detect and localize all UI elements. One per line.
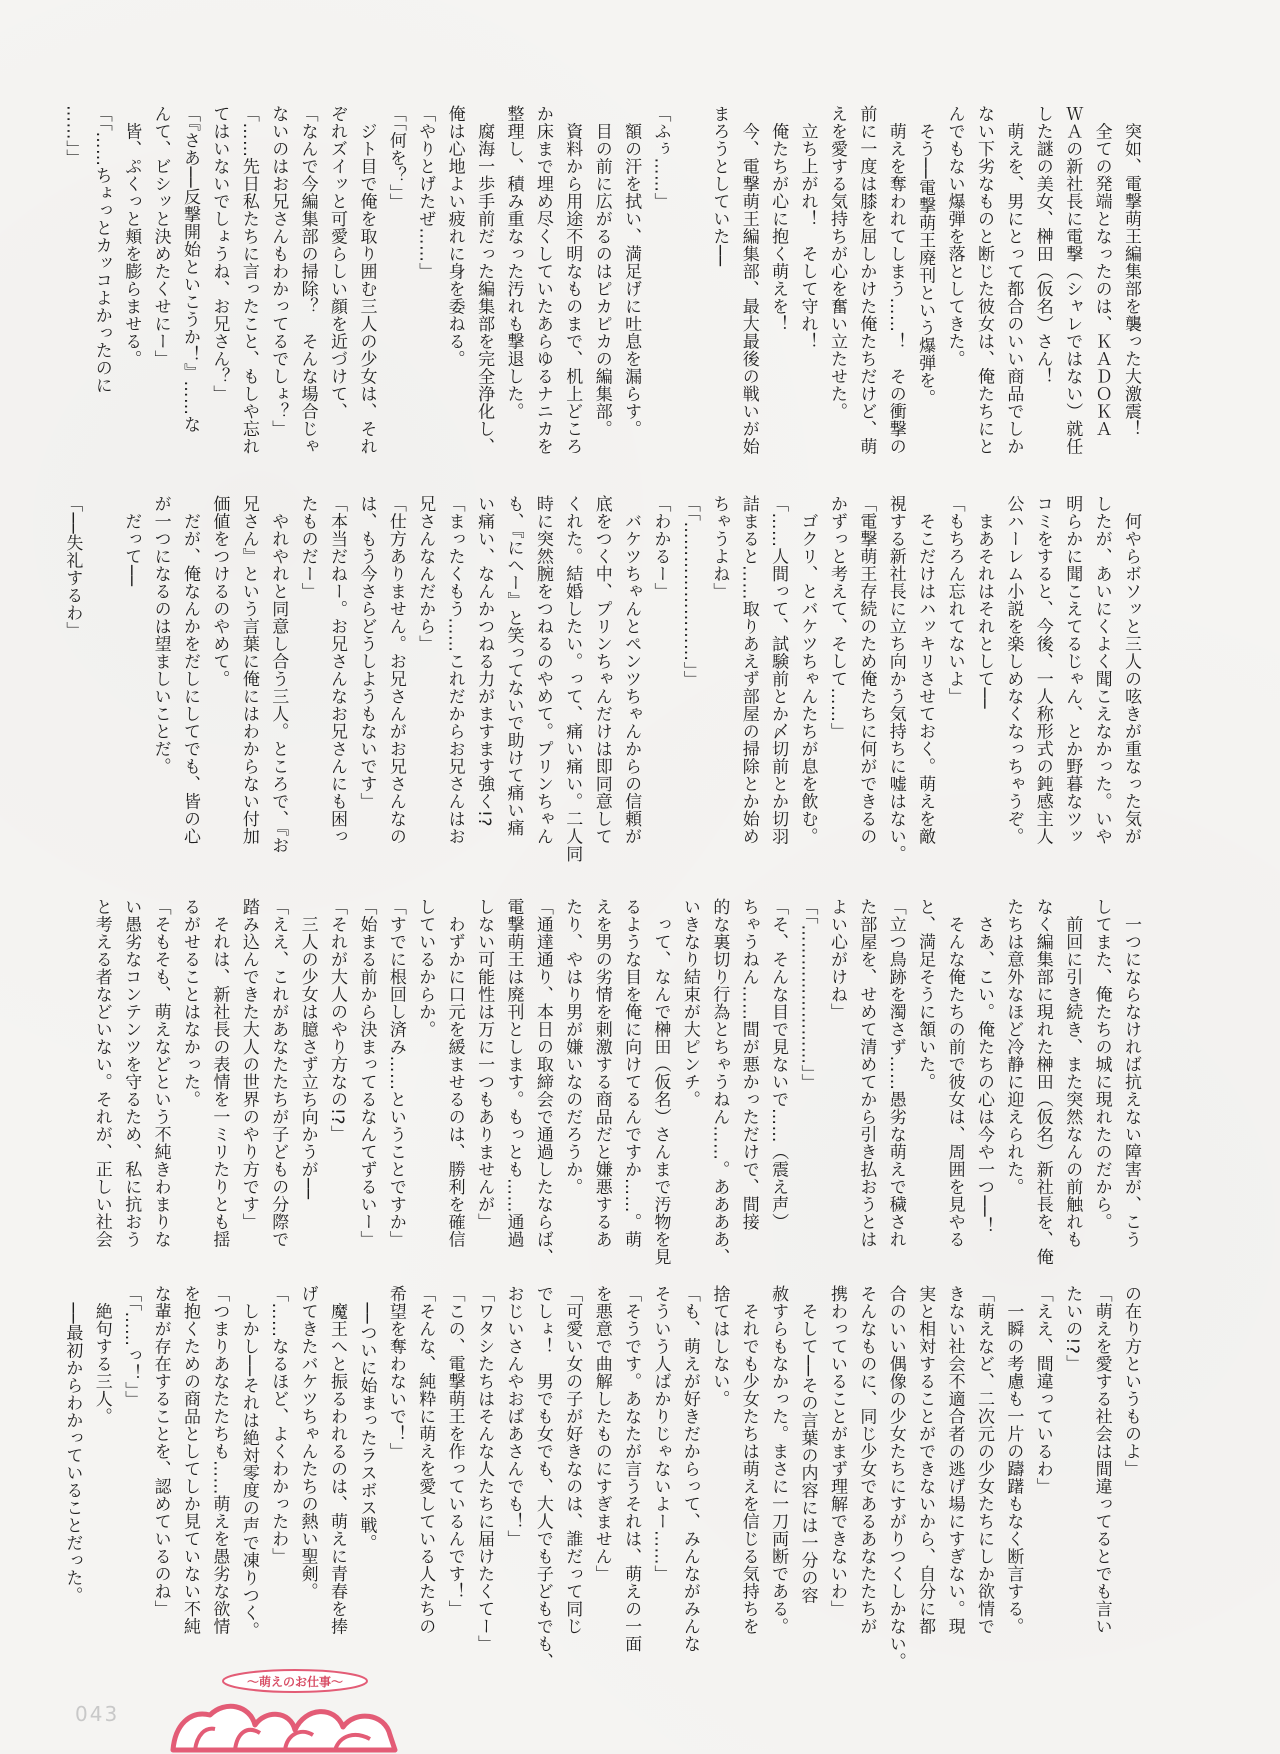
paragraph: 携わっていることがまず理解できないわ」 xyxy=(826,1285,847,1618)
paragraph: たり、やはり男が嫌いなのだろうか。 xyxy=(562,898,583,1196)
paragraph: 「そんな、純粋に萌えを愛している人たちの xyxy=(415,1285,436,1635)
paragraph: か床まで埋め尽くしていたあらゆるナニカを xyxy=(532,105,553,455)
paragraph: 萌えを奪われてしまう……！ その衝撃の xyxy=(885,105,906,455)
paragraph: 「仕方ありません。お兄さんがお兄さんなの xyxy=(385,495,406,845)
paragraph: 「電撃萌王存続のため俺たちに何ができるの xyxy=(856,495,877,845)
paragraph: んでもない爆弾を落としてきた。 xyxy=(944,105,965,368)
paragraph: 資料から用途不明なものまで、机上どころ xyxy=(562,105,583,455)
paragraph: 希望を奪わないで！」 xyxy=(385,1285,406,1460)
paragraph: そんなものに、同じ少女であるあなたたちが xyxy=(856,1285,877,1635)
paragraph: バケツちゃんとペンツちゃんからの信頼が xyxy=(621,495,642,845)
paragraph: 今、電撃萌王編集部、最大最後の戦いが始 xyxy=(738,105,759,455)
paragraph: 「ふぅ……」 xyxy=(650,105,671,210)
paragraph: 兄さん』という言葉に俺にはわからない付加 xyxy=(238,495,259,845)
paragraph: 「そもそも、萌えなどという不純きわまりな xyxy=(150,898,171,1248)
paragraph: 捨てはしない。 xyxy=(709,1285,730,1408)
paragraph: 価値をつけるのやめて。 xyxy=(209,495,230,688)
paragraph: 兄さんなんだから」 xyxy=(415,495,436,653)
paragraph: 「もちろん忘れてないよ」 xyxy=(944,495,965,705)
paragraph: たものだー」 xyxy=(297,495,318,600)
paragraph: 一つにならなければ抗えない障害が、こう xyxy=(1121,898,1141,1248)
paragraph: なく編集部に現れた榊田（仮名）新社長を、俺 xyxy=(1032,898,1053,1266)
text-tier-1 xyxy=(62,105,1145,475)
paragraph: 俺は心地よい疲れに身を委ねる。 xyxy=(444,105,465,368)
paragraph: ──最初からわかっていることだった。 xyxy=(62,1285,83,1604)
paragraph: た部屋を、せめて清めてから引き払おうとは xyxy=(856,898,877,1248)
paragraph: な輩が存在することを、認めているのね」 xyxy=(150,1285,171,1618)
paragraph: 「ワタシたちはそんな人たちに届けたくてー」 xyxy=(474,1285,495,1653)
paragraph: おじいさんやおばあさんでも！」 xyxy=(503,1285,524,1548)
paragraph: てはいないでしょうね、お兄さん？」 xyxy=(209,105,230,403)
paragraph: が一つになるのは望ましいことだ。 xyxy=(150,495,171,775)
paragraph: 電撃萌王は廃刊とします。もっとも……通過 xyxy=(503,898,524,1248)
paragraph xyxy=(86,495,115,875)
paragraph: 踏み込んできた大人の世界のやり方です」 xyxy=(238,898,259,1231)
page-number: 043 xyxy=(75,1702,120,1726)
paragraph: 額の汗を拭い、満足げに吐息を漏らす。 xyxy=(621,105,642,438)
paragraph: 赦すらもなかった。まさに一刀両断である。 xyxy=(768,1285,789,1635)
paragraph: 「そうです。あなたが言うそれは、萌えの一面 xyxy=(621,1285,642,1653)
paragraph: ぞれズイッと可愛らしい顔を近づけて、 xyxy=(327,105,348,420)
paragraph: 「この、電撃萌王を作っているんです！」 xyxy=(444,1285,465,1618)
paragraph: したが、あいにくよく聞こえなかった。いや xyxy=(1091,495,1112,845)
paragraph: しているからか。 xyxy=(415,898,436,1038)
paragraph: 突如、電撃萌王編集部を襲った大激震！ xyxy=(1121,105,1141,438)
paragraph: 「ええ、間違っているわ」 xyxy=(1032,1285,1053,1495)
paragraph: 俺たちが心に抱く萌えを！ xyxy=(768,105,789,333)
paragraph: 「「……ちょっとカッコよかったのに xyxy=(91,105,112,394)
paragraph: 「そ、そんな目で見ないで……（震え声） xyxy=(768,898,789,1231)
paragraph: えを愛する気持ちが心を奮い立たせた。 xyxy=(826,105,847,420)
paragraph: そう──電撃萌王廃刊という爆弾を。 xyxy=(915,105,936,407)
paragraph: 「……なるほど、よくわかったわ」 xyxy=(268,1285,289,1565)
paragraph: やれやれと同意し合う三人。ところで、『お xyxy=(268,495,289,854)
paragraph: それは、新社長の表情を一ミリたりとも揺 xyxy=(209,898,230,1248)
paragraph: 絶句する三人。 xyxy=(91,1285,112,1425)
paragraph: 「なんで今編集部の掃除？ そんな場合じゃ xyxy=(297,105,318,455)
paragraph xyxy=(675,105,704,475)
paragraph: 「『さあ──反撃開始といこうか！』……な xyxy=(180,105,200,433)
paragraph: ゴクリ、とバケツちゃんたちが息を飲む。 xyxy=(797,495,818,845)
paragraph: 「やりとげたぜ……」 xyxy=(415,105,436,280)
paragraph: 皆、ぷくっと頬を膨らませる。 xyxy=(121,105,142,368)
paragraph: 明らかに聞こえてるじゃん、とか野暮なツッ xyxy=(1062,495,1083,845)
paragraph: の在り方というものよ」 xyxy=(1121,1285,1141,1478)
paragraph: 「「……………………」」 xyxy=(679,495,700,688)
paragraph: るがせることはなかった。 xyxy=(180,898,200,1108)
paragraph: を悪意で曲解したものにすぎません」 xyxy=(591,1285,612,1583)
paragraph: 「通達通り、本日の取締会で通過したならば、 xyxy=(532,898,553,1266)
paragraph: 「「……っ！」」 xyxy=(121,1285,142,1408)
paragraph: たいの!?」 xyxy=(1062,1285,1083,1372)
paragraph: 視する新社長に立ち向かう気持ちに嘘はない。 xyxy=(885,495,906,863)
paragraph: 合のいい偶像の少女たちにすがりつくしかない。 xyxy=(885,1285,906,1670)
paragraph: 魔王へと振るわれるのは、萌えに青春を捧 xyxy=(327,1285,348,1635)
text-tier-4 xyxy=(62,1285,1145,1680)
paragraph: 「わかるー」 xyxy=(650,495,671,600)
paragraph: そして──その言葉の内容には一分の容 xyxy=(797,1285,818,1604)
paragraph: 詰まると……取りあえず部屋の掃除とか始め xyxy=(738,495,759,845)
paragraph: 前回に引き続き、また突然なんの前触れも xyxy=(1062,898,1083,1248)
paragraph: い痛い、なんかつねる力がますます強く!? xyxy=(474,495,495,827)
paragraph: まあそれはそれとして── xyxy=(973,495,994,709)
paragraph: 「萌えを愛する社会は間違ってるとでも言い xyxy=(1091,1285,1112,1635)
paragraph: と考える者などいない。それが、正しい社会 xyxy=(91,898,112,1248)
paragraph: 「……先日私たちに言ったこと、もしや忘れ xyxy=(238,105,259,455)
paragraph: 「本当だねー。お兄さんなお兄さんにも困っ xyxy=(327,495,348,845)
paragraph: 「可愛い女の子が好きなのは、誰だって同じ xyxy=(562,1285,583,1635)
paragraph: さあ、こい。俺たちの心は今や一つ──！ xyxy=(973,898,994,1235)
paragraph: 「ええ、これがあなたたちが子どもの分際で xyxy=(268,898,289,1248)
paragraph: 腐海一歩手前だった編集部を完全浄化し、 xyxy=(474,105,495,455)
paragraph: そういう人ばかりじゃないよー……」 xyxy=(650,1285,671,1583)
paragraph: 目の前に広がるのはピカピカの編集部。 xyxy=(591,105,612,438)
paragraph: 「すでに根回し済み……ということですか」 xyxy=(385,898,406,1248)
paragraph: 「も、萌えが好きだからって、みんながみんな xyxy=(679,1285,700,1653)
paragraph: ＷＡの新社長に電撃（シャレではない）就任 xyxy=(1062,105,1083,455)
paragraph: 「「……………………」」 xyxy=(797,898,818,1091)
paragraph: してまた、俺たちの城に現れたのだから。 xyxy=(1091,898,1112,1231)
paragraph: んて、ビシッと決めたくせにー」 xyxy=(150,105,171,368)
paragraph: 公ハーレム小説を楽しめなくなっちゃうぞ。 xyxy=(1003,495,1024,845)
paragraph: 時に突然腕をつねるのやめて。プリンちゃん xyxy=(532,495,553,845)
paragraph: した謎の美女、榊田（仮名）さん！ xyxy=(1032,105,1053,385)
paragraph: まろうとしていた── xyxy=(709,105,730,267)
paragraph: 「つまりあなたたちも……萌えを愚劣な欲情 xyxy=(209,1285,230,1635)
paragraph: 何やらボソッと三人の呟きが重なった気が xyxy=(1121,495,1141,845)
paragraph: も、『にへー』と笑ってないで助けて痛い痛 xyxy=(503,495,524,837)
paragraph: そんな俺たちの前で彼女は、周囲を見やる xyxy=(944,898,965,1248)
paragraph: は、もう今さらどうしようもないです」 xyxy=(356,495,377,810)
paragraph: 「それが大人のやり方なの!?」 xyxy=(327,898,348,1143)
paragraph: 「……人間って、試験前とか〆切前とか切羽 xyxy=(768,495,789,845)
paragraph: い愚劣なコンテンツを守るため、私に抗おう xyxy=(121,898,142,1248)
paragraph: えを男の劣情を刺激する商品だと嫌悪するあ xyxy=(591,898,612,1248)
paragraph: ないのはお兄さんもわかってるでしょ？」 xyxy=(268,105,289,438)
paragraph: 「まったくもう……これだからお兄さんはお xyxy=(444,495,465,845)
paragraph: 前に一度は膝を屈しかけた俺たちだけど、萌 xyxy=(856,105,877,455)
paragraph: 三人の少女は臆さず立ち向かうが── xyxy=(297,898,318,1200)
paragraph: 「「何を？」」 xyxy=(385,105,406,211)
paragraph: 実と相対することができないから、自分に都 xyxy=(915,1285,936,1635)
paragraph: いきなり結束が大ピンチ。 xyxy=(679,898,700,1108)
paragraph: それでも少女たちは萌えを信じる気持ちを xyxy=(738,1285,759,1635)
paragraph: 「立つ鳥跡を濁さず……愚劣な萌えで穢され xyxy=(885,898,906,1248)
moe-logo xyxy=(165,1665,425,1750)
paragraph: 萌えを、男にとって都合のいい商品でしか xyxy=(1003,105,1024,455)
paragraph: ない下劣なものと断じた彼女は、俺たちにと xyxy=(973,105,994,455)
paragraph: ジト目で俺を取り囲む三人の少女は、それ xyxy=(356,105,377,455)
paragraph: わずかに口元を緩ませるのは、勝利を確信 xyxy=(444,898,465,1248)
paragraph: 「始まる前から決まってるなんてずるいー」 xyxy=(356,898,377,1248)
paragraph: くれた。結婚したい。って、痛い痛い。二人同 xyxy=(562,495,583,863)
paragraph: 全ての発端となったのは、ＫＡＤＯＫＡ xyxy=(1091,105,1112,438)
paragraph: たちは意外なほど冷静に迎えられた。 xyxy=(1003,898,1024,1196)
text-tier-2 xyxy=(62,495,1145,875)
paragraph: 一瞬の考慮も一片の躊躇もなく断言する。 xyxy=(1003,1285,1024,1635)
paragraph: きない社会不適合者の逃げ場にすぎない。現 xyxy=(944,1285,965,1635)
paragraph: だが、俺なんかをだしにしてでも、皆の心 xyxy=(180,495,200,845)
paragraph: コミをすると、今後、一人称形式の鈍感主人 xyxy=(1032,495,1053,845)
paragraph: 「──失礼するわ」 xyxy=(62,495,83,639)
paragraph: ちゃうよね」 xyxy=(709,495,730,600)
paragraph: ──ついに始まったラスボス戦。 xyxy=(356,1285,377,1552)
paragraph: 立ち上がれ！ そして守れ！ xyxy=(797,105,818,350)
paragraph: ちゃうねん……間が悪かっただけで、間接 xyxy=(738,898,759,1231)
paragraph: 「萌えなど、二次元の少女たちにしか欲情で xyxy=(973,1285,994,1635)
paragraph: そこだけはハッキリさせておく。萌えを敵 xyxy=(915,495,936,845)
paragraph: しかし──それは絶対零度の声で凍りつく。 xyxy=(238,1285,259,1639)
paragraph: 底をつく中、プリンちゃんだけは即同意して xyxy=(591,495,612,845)
paragraph: って、なんで榊田（仮名）さんまで汚物を見 xyxy=(650,898,671,1266)
paragraph: るような目を俺に向けてるんですか……。萌 xyxy=(621,898,642,1248)
logo-caption: 〜萌えのお仕事〜 xyxy=(246,1675,343,1689)
paragraph: かずっと考えて、そして……」 xyxy=(826,495,847,740)
paragraph: 的な裏切り行為とちゃうねん……。ああああ、 xyxy=(709,898,730,1266)
paragraph: を抱くための商品としてしか見ていない不純 xyxy=(180,1285,200,1635)
paragraph: よい心がけね」 xyxy=(826,898,847,1021)
paragraph: と、満足そうに頷いた。 xyxy=(915,898,936,1091)
paragraph: ……」」 xyxy=(62,105,83,167)
paragraph: しない可能性は万に一つもありませんが」 xyxy=(474,898,495,1231)
paragraph: げてきたバケツちゃんたちの熱い聖剣。 xyxy=(297,1285,318,1600)
text-tier-3 xyxy=(91,898,1145,1270)
paragraph: でしょ！ 男でも女でも、大人でも子どもでも、 xyxy=(532,1285,553,1670)
paragraph: 整理し、積み重なった汚れも撃退した。 xyxy=(503,105,524,420)
paragraph: だって── xyxy=(121,495,142,587)
